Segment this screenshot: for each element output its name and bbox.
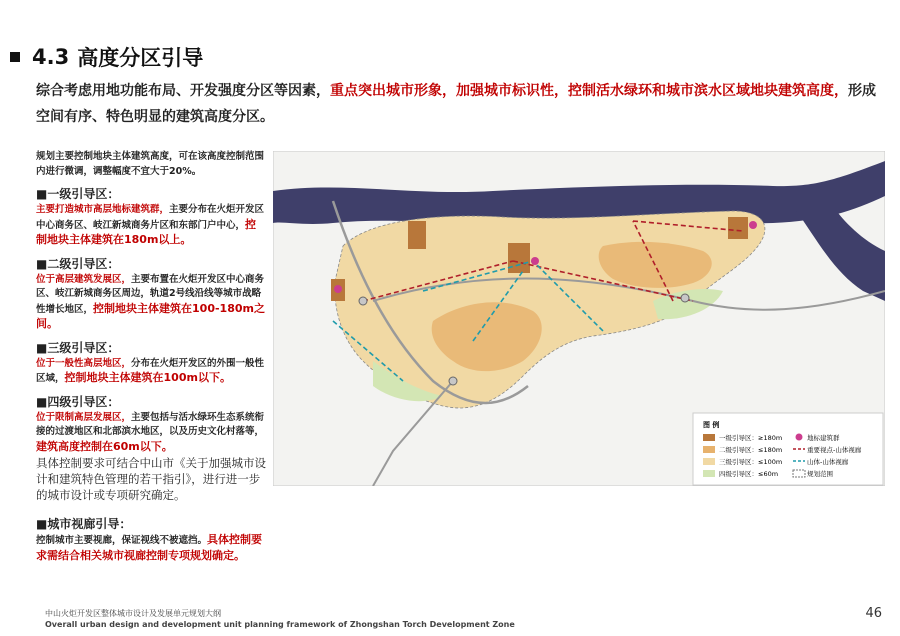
section-3-red2: 控制地块主体建筑在100m以下。 [64,371,231,384]
section-title [10,42,203,72]
section-4-red2: 建筑高度控制在60m以下。 [36,439,173,453]
legend-label-6: 重要视点-山体视廊 [807,446,862,454]
intro-part3: 形成空间有序、特色明显的建筑高度分区。 [36,83,876,125]
legend-label-7: 山体-山体视廊 [807,458,849,466]
legend-landmark-icon [796,434,803,441]
legend-title: 图 例 [703,421,720,429]
section-1-red2: 控制地块主体建筑在180m以上。 [36,217,257,246]
section-4-red1: 位于限制高层发展区， [36,411,132,423]
legend-label-4: 四级引导区：≤60m [719,470,779,478]
section-2-red1: 位于高层建筑发展区， [36,273,132,285]
corridor-heading: ■城市视廊引导： [36,517,132,531]
legend-label-1: 一级引导区：≥180m [719,434,783,442]
page-number: 46 [865,606,882,621]
section-1-red1: 主要打造城市高层地标建筑群， [36,204,170,215]
legend-label-2: 二级引导区：≤180m [719,446,783,454]
section-level-2 [36,255,266,333]
square-bullet-icon [10,52,20,62]
section-level-1 [36,185,266,249]
legend-label-8: 规划范围 [807,470,833,478]
zone-level-1-east [728,217,748,239]
zone-level-1-north [408,221,426,249]
section-level-3 [36,339,266,387]
legend-label-3: 三级引导区：≤100m [719,458,783,466]
section-2-red2: 控制地块主体建筑在100-180m之间。 [36,301,265,330]
section-level-4 [36,393,266,456]
section-4-text: 主要包括与活水绿环生态系统衔接的过渡地区和北部滨水地区，以及历史文化村落等， [36,411,265,437]
left-column [36,150,266,564]
corridor-text: 控制城市主要视廊，保证视线不被遮挡。 [36,535,208,546]
legend-swatch-1 [703,434,715,441]
legend-label-5: 地标建筑群 [807,434,840,442]
map-legend [693,413,883,485]
legend-swatch-2 [703,446,715,453]
section-heading-3: ■三级引导区： [36,340,120,355]
section-1-text: 主要分布在火炬开发区中心商务区、岐江新城商务片区和东部门户中心， [36,204,265,231]
section-3-red1: 位于一般性高层地区， [36,357,132,369]
section-heading: 高度分区引导 [77,46,204,70]
extra-text: 具体控制要求可结合中山市《关于加强城市设计和建筑特色管理的若干指引》，进行进一步的城市设计或专项研究确定。 [36,456,266,502]
footer-cn: 中山火炬开发区整体城市设计及发展单元规划大纲 [45,609,221,618]
legend-swatch-4 [703,470,715,477]
section-heading-1: ■一级引导区： [36,187,120,201]
zone-level-1-center [508,243,530,273]
corridor-red: 具体控制要求需结合相关城市视廊控制专项规划确定。 [36,533,263,562]
intro-paragraph [36,78,888,130]
lead-text: 规划主要控制地块主体建筑高度，可在该高度控制范围内进行微调，调整幅度不宜大于20%。 [36,151,265,177]
legend-swatch-3 [703,458,715,465]
section-number: 4.3 [32,45,70,69]
intro-part1: 综合考虑用地功能布局、开发强度分区等因素， [36,83,330,99]
intro-part2: 重点突出城市形象，加强城市标识性，控制活水绿环和城市滨水区域地块建筑高度， [330,83,848,99]
section-2-text: 主要布置在火炬开发区中心商务区、岐江新城商务区周边，轨道2号线沿线等城市战略性增长地区， [36,273,265,315]
height-zoning-map [273,151,885,486]
section-3-text: 分布在火炬开发区的外围一般性区域， [36,357,265,384]
footer-en: Overall urban design and development unit planning framework of Zhongshan Torch Development Zone [45,620,515,629]
section-heading-2: ■二级引导区： [36,256,120,271]
section-heading-4: ■四级引导区： [36,394,120,409]
